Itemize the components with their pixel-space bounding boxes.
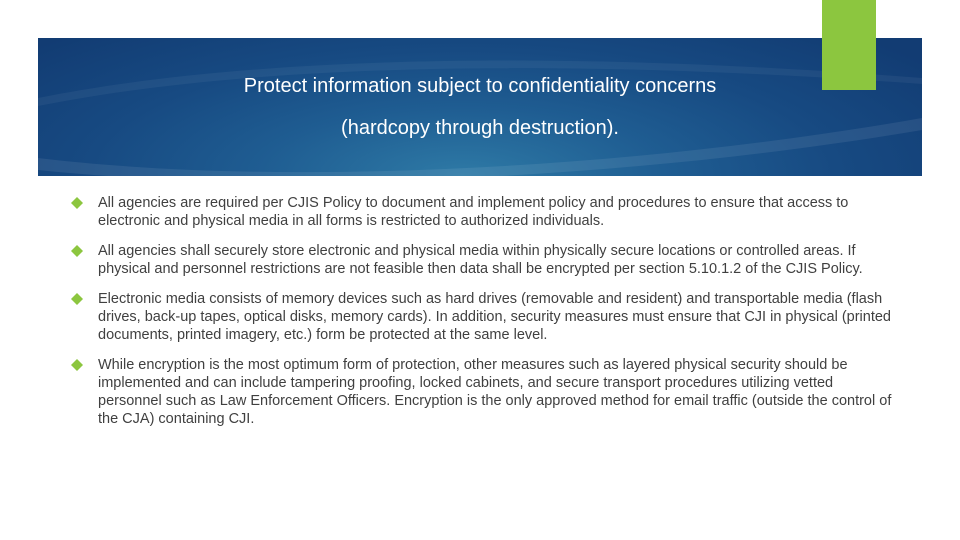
bullet-text: All agencies shall securely store electronic and physical media within physically secure locations or controlled areas. If physical and personnel restrictions are not feasible then data shall be encrypted per section 5.10.1.2 of the CJIS Policy. xyxy=(98,243,863,277)
diamond-bullet-icon xyxy=(70,292,84,306)
bullet-list xyxy=(70,194,900,440)
diamond-bullet-icon xyxy=(70,358,84,372)
bullet-item xyxy=(70,356,900,428)
diamond-bullet-icon xyxy=(70,244,84,258)
bullet-text: While encryption is the most optimum form of protection, other measures such as layered physical security should be implemented and can include tampering proofing, locked cabinets, and secure transport procedures utilizing vetted personnel such as Law Enforcement Officers. Encryption is the only approved method for email traffic (outside the control of the CJA) containing CJI. xyxy=(98,357,892,427)
bullet-item xyxy=(70,194,900,230)
bullet-item xyxy=(70,242,900,278)
title-line-2: (hardcopy through destruction). xyxy=(341,117,619,139)
bullet-item xyxy=(70,290,900,344)
bullet-text: Electronic media consists of memory devices such as hard drives (removable and resident) and transportable media (flash drives, back-up tapes, optical disks, memory cards). In addition, security measures must ensure that CJI in physical (printed documents, printed imagery, etc.) form be protected at the same level. xyxy=(98,291,891,343)
bullet-text: All agencies are required per CJIS Policy to document and implement policy and procedures to ensure that access to electronic and physical media in all forms is restricted to authorized individuals. xyxy=(98,195,849,229)
title-line-1: Protect information subject to confidentiality concerns xyxy=(243,75,717,97)
slide-title xyxy=(38,38,922,176)
diamond-bullet-icon xyxy=(70,196,84,210)
